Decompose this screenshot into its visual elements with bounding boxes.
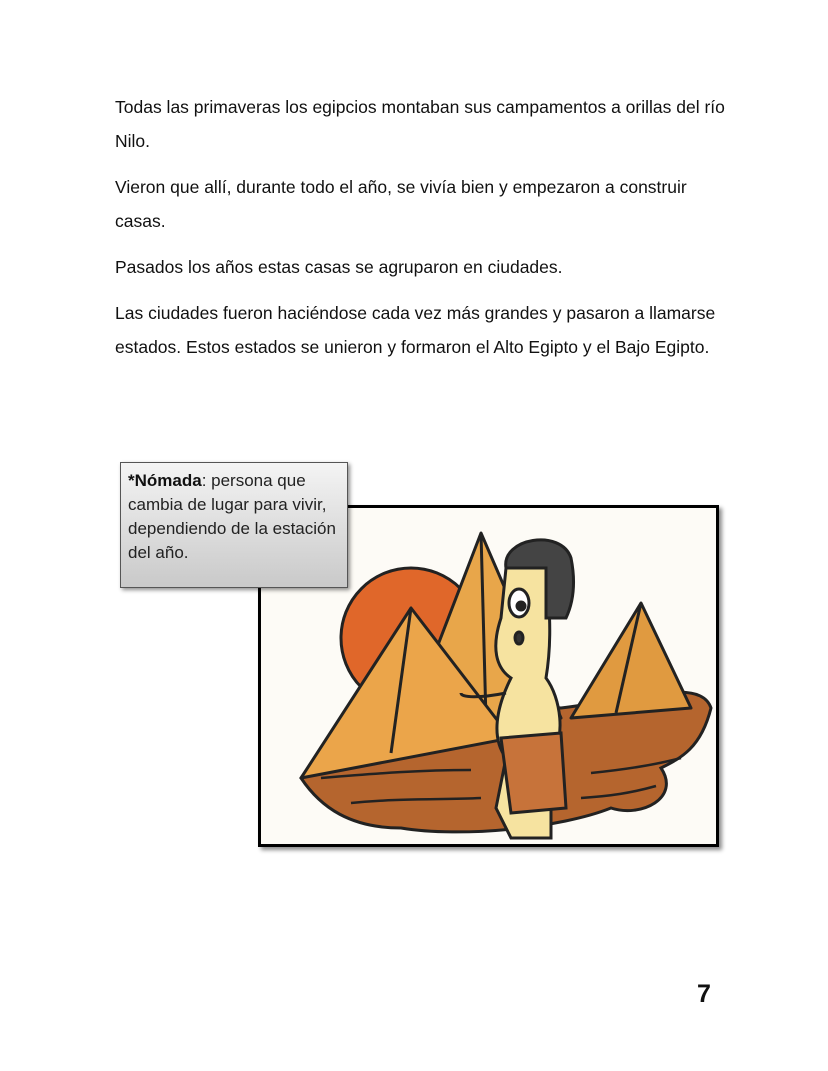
paragraph-3: Pasados los años estas casas se agruparon en ciudades.: [115, 257, 563, 277]
nomada-definition-box: [120, 462, 348, 588]
paragraph-1: Todas las primaveras los egipcios montaban sus campamentos a orillas del río Nilo.: [115, 97, 725, 151]
paragraph-4: Las ciudades fueron haciéndose cada vez más grandes y pasaron a llamarse estados. Estos estados se unieron y formaron el Alto Egipto y el Bajo Egipto.: [115, 303, 716, 357]
callout-term: *Nómada: [128, 471, 202, 490]
paragraph-2: Vieron que allí, durante todo el año, se vivía bien y empezaron a construir casas.: [115, 177, 687, 231]
callout-definition: : persona que cambia de lugar para vivir, dependiendo de la estación del año.: [128, 471, 336, 562]
page-number: 7: [697, 980, 711, 1008]
